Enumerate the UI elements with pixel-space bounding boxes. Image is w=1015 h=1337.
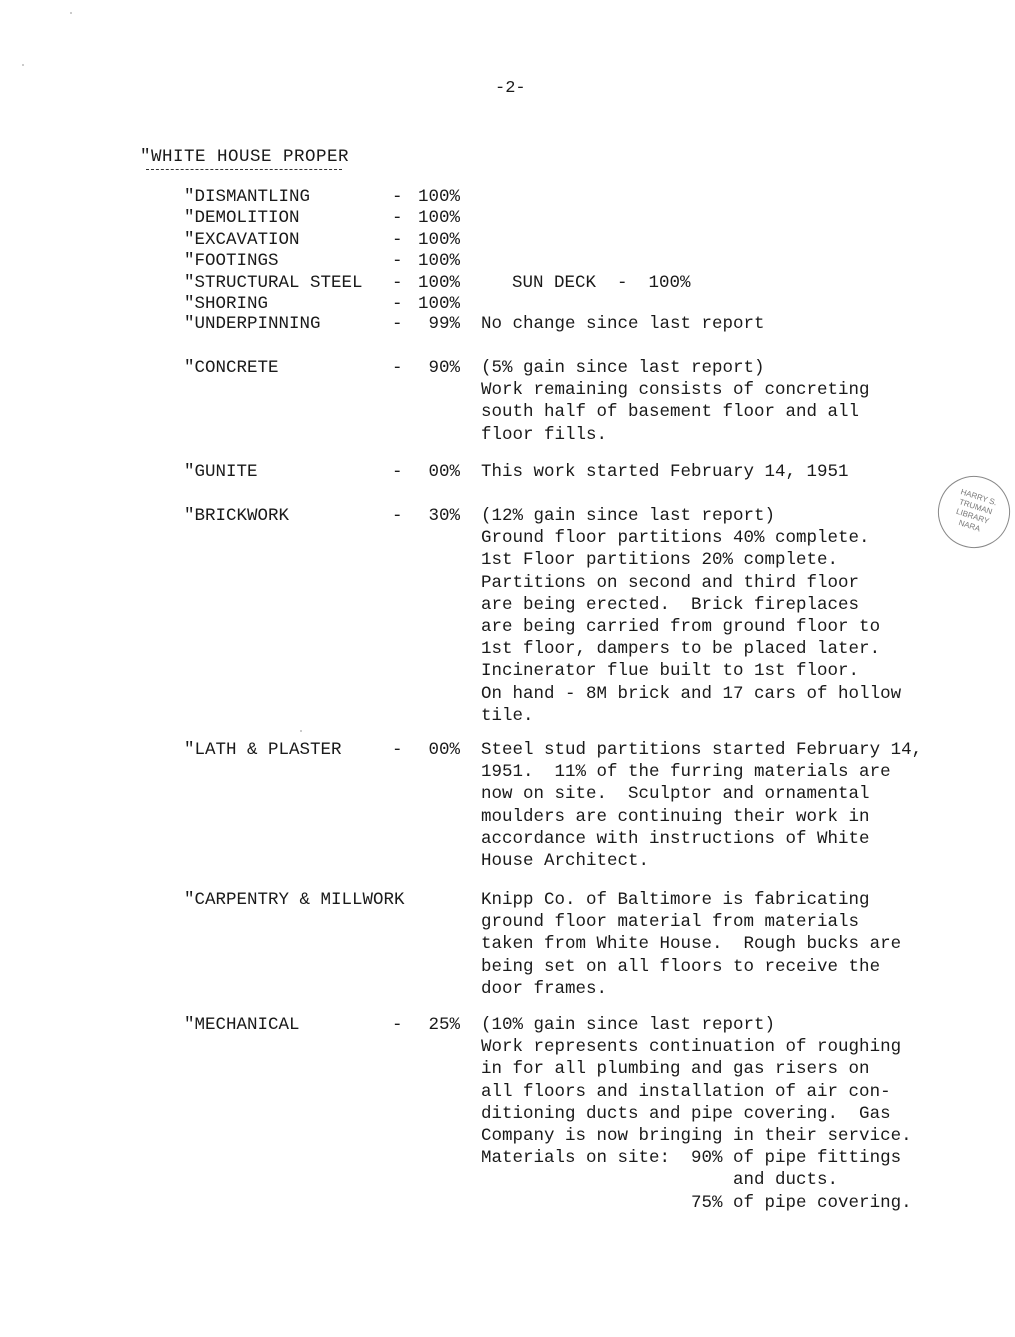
- item-percent: 100%: [417, 251, 460, 271]
- item-dash: -: [392, 187, 403, 207]
- item-label: "CARPENTRY & MILLWORK: [184, 890, 405, 910]
- item-dash: -: [392, 1015, 403, 1035]
- item-percent: 25%: [428, 1015, 460, 1035]
- item-percent: 100%: [417, 208, 460, 228]
- section-title: "WHITE HOUSE PROPER: [140, 147, 350, 167]
- item-note-line: in for all plumbing and gas risers on: [481, 1059, 870, 1080]
- item-note-line: 1st floor, dampers to be placed later.: [481, 639, 881, 660]
- item-note-line: No change since last report: [481, 314, 765, 334]
- scan-speck: [22, 64, 24, 66]
- item-label: "LATH & PLASTER: [184, 740, 342, 760]
- item-label: "MECHANICAL: [184, 1015, 300, 1035]
- item-note-line: moulders are continuing their work in: [481, 806, 870, 827]
- item-note-line: This work started February 14, 1951: [481, 462, 849, 482]
- item-percent: 100%: [417, 187, 460, 207]
- item-label: "STRUCTURAL STEEL: [184, 273, 363, 293]
- item-percent: 100%: [417, 273, 460, 293]
- item-dash: -: [392, 251, 403, 271]
- item-note-line: are being erected. Brick fireplaces: [481, 594, 860, 615]
- item-note-line: accordance with instructions of White: [481, 828, 870, 849]
- item-note-line: (12% gain since last report): [481, 506, 776, 526]
- item-note-line: House Architect.: [481, 851, 650, 871]
- item-note-line: 1st Floor partitions 20% complete.: [481, 550, 839, 571]
- item-label: "DEMOLITION: [184, 208, 300, 228]
- item-note-line: floor fills.: [481, 424, 608, 445]
- item-note-line: Company is now bringing in their service.: [481, 1126, 912, 1146]
- section-title-underline: [146, 169, 342, 170]
- item-dash: -: [392, 358, 403, 378]
- item-note-line: (10% gain since last report): [481, 1015, 776, 1035]
- item-percent: 00%: [428, 462, 460, 482]
- item-note-line: 1951. 11% of the furring materials are: [481, 762, 891, 783]
- item-percent: 90%: [428, 358, 460, 378]
- item-note-line: south half of basement floor and all: [481, 402, 860, 423]
- item-dash: -: [392, 740, 403, 760]
- item-note-line: Ground floor partitions 40% complete.: [481, 528, 870, 549]
- item-label: "GUNITE: [184, 462, 258, 482]
- item-percent: 30%: [428, 506, 460, 526]
- item-label: "SHORING: [184, 294, 269, 314]
- item-note-line: are being carried from ground floor to: [481, 617, 881, 637]
- item-percent: 100%: [417, 294, 460, 314]
- scan-speck: [70, 12, 72, 14]
- item-note-line: tile.: [481, 705, 534, 726]
- item-note-line: ditioning ducts and pipe covering. Gas: [481, 1103, 891, 1124]
- item-percent: 00%: [428, 740, 460, 760]
- item-dash: -: [392, 273, 403, 293]
- item-note-line: taken from White House. Rough bucks are: [481, 934, 902, 955]
- item-percent: 100%: [417, 230, 460, 250]
- item-dash: -: [392, 506, 403, 526]
- item-note-line: and ducts.: [481, 1170, 839, 1191]
- item-dash: -: [392, 230, 403, 250]
- item-note-line: all floors and installation of air con-: [481, 1081, 891, 1102]
- item-percent: 99%: [428, 314, 460, 334]
- item-note-line: Steel stud partitions started February 14,: [481, 740, 923, 760]
- item-label: "CONCRETE: [184, 358, 279, 378]
- item-note-line: Materials on site: 90% of pipe fittings: [481, 1148, 902, 1169]
- item-note-line: 75% of pipe covering.: [481, 1192, 912, 1213]
- item-note-line: Knipp Co. of Baltimore is fabricating: [481, 890, 870, 910]
- item-label: "UNDERPINNING: [184, 314, 321, 334]
- item-label: "EXCAVATION: [184, 230, 300, 250]
- page-number: -2-: [495, 79, 526, 98]
- item-dash: -: [392, 294, 403, 314]
- item-note-line: ground floor material from materials: [481, 912, 860, 933]
- item-note-line: On hand - 8M brick and 17 cars of hollow: [481, 683, 902, 704]
- item-note-line: Partitions on second and third floor: [481, 572, 860, 593]
- item-note-line: Incinerator flue built to 1st floor.: [481, 661, 860, 682]
- item-note-line: Work represents continuation of roughing: [481, 1037, 902, 1058]
- library-stamp: [929, 467, 1015, 558]
- item-dash: -: [392, 208, 403, 228]
- stamp-text: HARRY S. TRUMAN LIBRARY NARA: [955, 487, 999, 534]
- item-label: "FOOTINGS: [184, 251, 279, 271]
- item-label: "DISMANTLING: [184, 187, 311, 207]
- scan-speck: [300, 730, 302, 732]
- item-note-line: being set on all floors to receive the: [481, 956, 881, 977]
- item-note-line: (5% gain since last report): [481, 358, 765, 378]
- item-note-line: now on site. Sculptor and ornamental: [481, 784, 870, 805]
- item-note-line: SUN DECK - 100%: [512, 273, 691, 293]
- item-dash: -: [392, 462, 403, 482]
- item-label: "BRICKWORK: [184, 506, 290, 526]
- item-note-line: Work remaining consists of concreting: [481, 380, 870, 401]
- item-dash: -: [392, 314, 403, 334]
- item-note-line: door frames.: [481, 978, 608, 999]
